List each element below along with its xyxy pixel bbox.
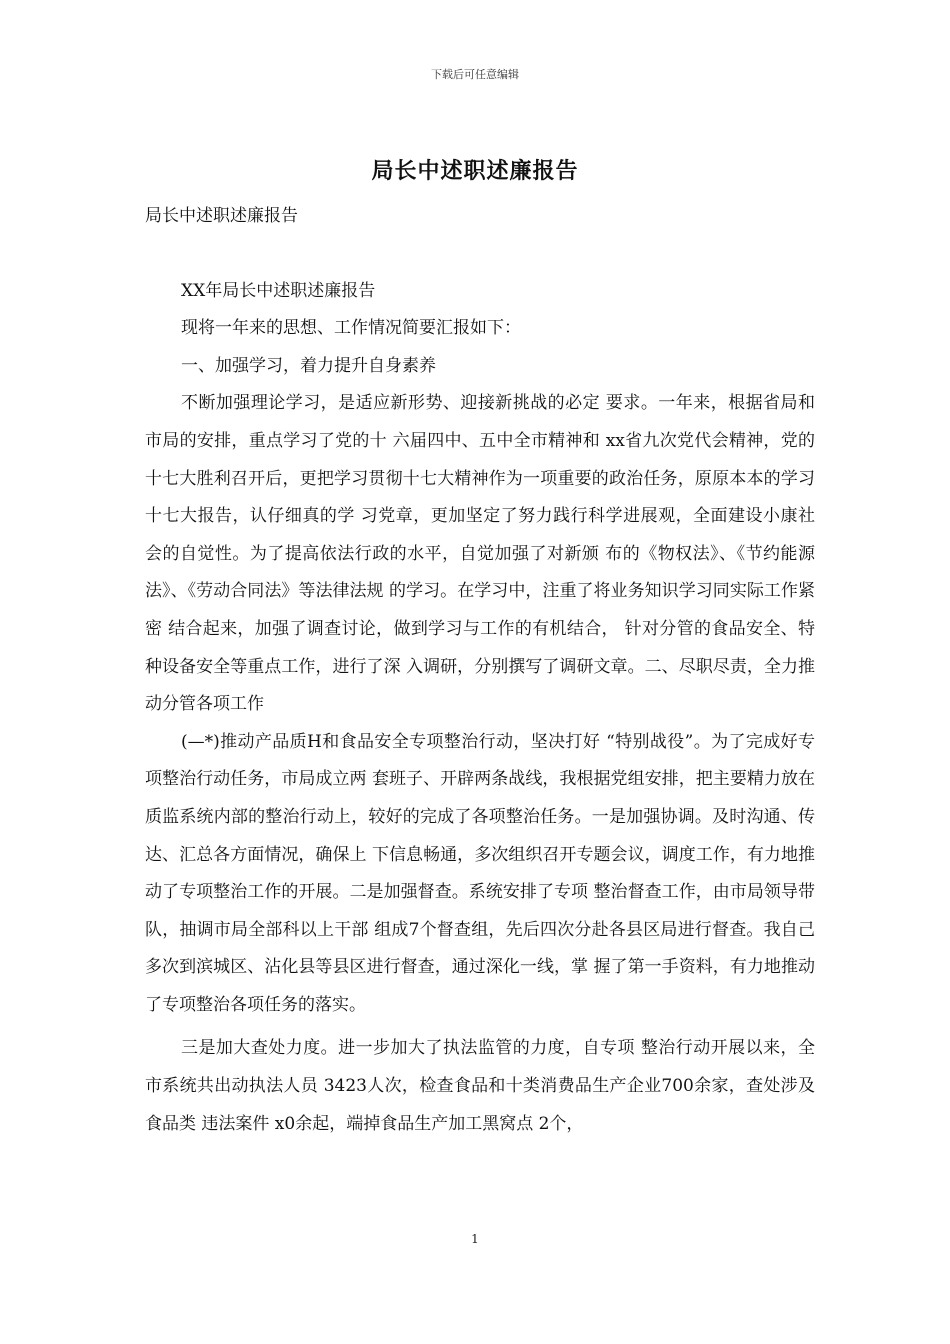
page-number: 1 xyxy=(471,1232,479,1246)
subtitle-line: 局长中述职述廉报告 xyxy=(145,206,298,226)
paragraph-intro: 现将一年来的思想、工作情况简要汇报如下： xyxy=(181,318,521,339)
paragraph-report-heading: XX年局长中述职述廉报告 xyxy=(181,280,376,301)
section-heading-1: 一、加强学习，着力提升自身素养 xyxy=(181,355,436,376)
header-note: 下载后可任意编辑 xyxy=(431,68,519,81)
paragraph-rectification: (—*)推动产品质H和食品安全专项整治行动，坚决打好 “特别战役”。为了完成好专项整治行动任务，市局成立两 套班子、开辟两条战线，我根据党组安排，把主要精力放在 质监系统内部的整治行动上，较好的完成了各项整治任务。一是加强协调。及时沟通、传达、汇总各方面情况，确保上 下信息畅通，多次组织召开专题会议，调度工作，有力地推动了专项整治工作的开展。二是加强督查。系统安排了专项 整治督查工作，由市局领导带队，抽调市局全部科以上干部 组成7个督查组，先后四次分赴各县区局进行督查。我自己 多次到滨城区、沾化县等县区进行督查，通过深化一线，掌 握了第一手资料，有力地推动了专项整治各项任务的落实。 xyxy=(145,731,815,1015)
document-body xyxy=(145,198,815,1143)
document-title: 局长中述职述廉报告 xyxy=(371,158,579,184)
paragraph-enforcement: 三是加大查处力度。进一步加大了执法监管的力度，自专项 整治行动开展以来，全市系统共出动执法人员 3423人次，检查食品和十类消费品生产企业700余家，查处涉及食品类 违法案件 x0余起，端掉食品生产加工黑窝点 2个， xyxy=(145,1038,815,1134)
paragraph-study: 不断加强理论学习，是适应新形势、迎接新挑战的必定 要求。一年来，根据省局和市局的安排，重点学习了党的十 六届四中、五中全市精神和 xx省九次党代会精神，党的十七大胜利召开后，更把学习贯彻十七大精神作为一项重要的政治任务，原原本本的学习十七大报告，认仔细真的学 习党章，更加坚定了努力践行科学进展观，全面建设小康社 会的自觉性。为了提高依法行政的水平，自觉加强了对新颁 布的《物权法》、《节约能源法》、《劳动合同法》等法律法规 的学习。在学习中，注重了将业务知识学习同实际工作紧密 结合起来，加强了调查讨论，做到学习与工作的有机结合， 针对分管的食品安全、特种设备安全等重点工作，进行了深 入调研，分别撰写了调研文章。二、尽职尽责，全力推动分管各项工作 xyxy=(145,393,815,715)
